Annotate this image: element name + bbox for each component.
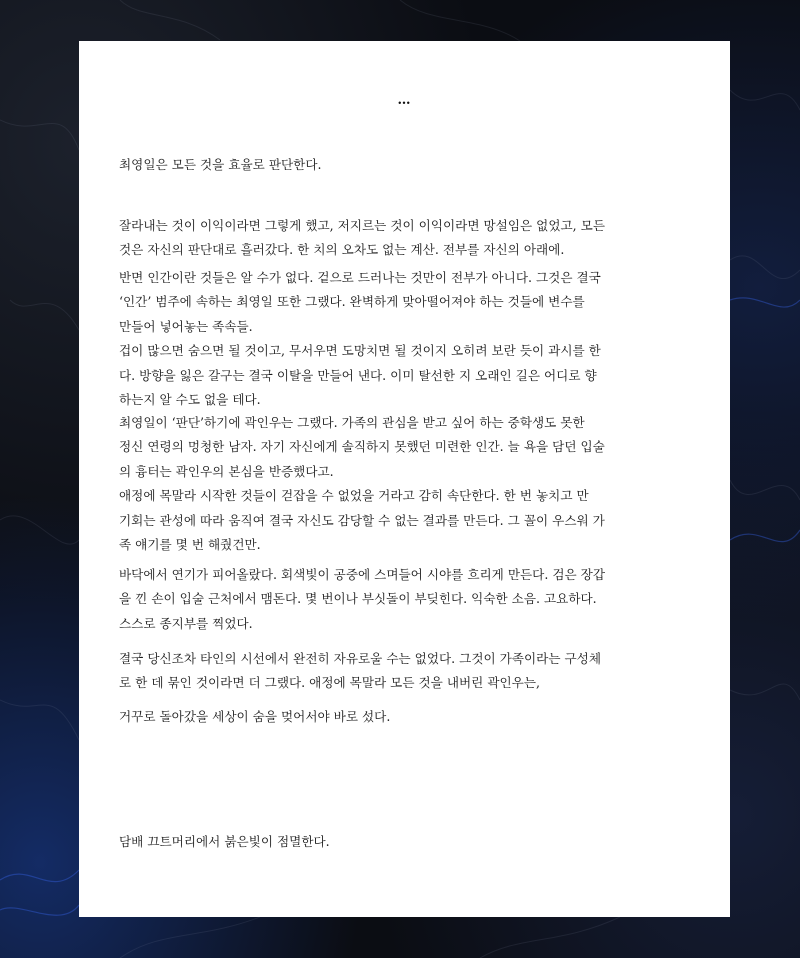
paragraph-8: [119, 830, 692, 854]
text-line: 잘라내는 것이 이익이라면 그렇게 했고, 저지르는 것이 이익이라면 망설임은 없었고, 모든: [119, 218, 605, 233]
text-line: 다. 방향을 잃은 갈구는 결국 이탈을 만들어 낸다. 이미 탈선한 지 오래인 길은 어디로 향: [119, 367, 597, 383]
text-line: 반면 인간이란 것들은 알 수가 없다. 겉으로 드러나는 것만이 전부가 아니다. 그것은 결국: [119, 270, 601, 285]
text-line: 결국 당신조차 타인의 시선에서 완전히 자유로울 수는 없었다. 그것이 가족이라는 구성체: [119, 651, 601, 666]
text-line: 최영일은 모든 것을 효율로 판단한다.: [119, 157, 322, 172]
paragraph-4: [119, 411, 692, 557]
text-line: 족 얘기를 몇 번 해줬건만.: [119, 537, 261, 553]
text-line: ‘인간’ 범주에 속하는 최영일 또한 그랬다. 완벽하게 맞아떨어져야 하는 것들에 변수를: [119, 294, 585, 310]
text-line: 정신 연령의 멍청한 남자. 자기 자신에게 솔직하지 못했던 미련한 인간. 늘 욕을 담던 입술: [119, 439, 605, 455]
text-line: 것은 자신의 판단대로 흘러갔다. 한 치의 오차도 없는 계산. 전부를 자신의 아래에.: [119, 242, 565, 258]
paragraph-7: [119, 705, 692, 729]
scene-break-ellipsis: …: [397, 93, 412, 108]
text-line: 만들어 넣어놓는 족속들.: [119, 318, 253, 334]
document-page: [79, 41, 730, 917]
text-line: 겁이 많으면 숨으면 될 것이고, 무서우면 도망치면 될 것이지 오히려 보란 듯이 과시를 한: [119, 343, 601, 359]
text-line: 하는지 알 수도 없을 테다.: [119, 392, 261, 408]
text-line: 바닥에서 연기가 피어올랐다. 회색빛이 공중에 스며들어 시야를 흐리게 만든다. 검은 장갑: [119, 567, 605, 582]
text-line: 을 낀 손이 입술 근처에서 맴돈다. 몇 번이나 부싯돌이 부딪힌다. 익숙한 소음. 고요하다.: [119, 591, 597, 607]
paragraph-5: [119, 563, 692, 636]
paragraph-3: [119, 266, 692, 412]
text-line: 로 한 데 묶인 것이라면 더 그랬다. 애정에 목말라 모든 것을 내버린 곽인우는,: [119, 675, 541, 691]
text-line: 담배 끄트머리에서 붉은빛이 점멸한다.: [119, 834, 330, 849]
paragraph-2: [119, 214, 692, 263]
paragraph-6: [119, 647, 692, 696]
paragraph-1: [119, 153, 692, 177]
text-line: 의 흉터는 곽인우의 본심을 반증했다고.: [119, 463, 334, 479]
text-line: 애정에 목말라 시작한 것들이 걷잡을 수 없었을 거라고 감히 속단한다. 한 번 놓치고 만: [119, 488, 589, 504]
text-line: 스스로 종지부를 찍었다.: [119, 615, 253, 631]
text-line: 최영일이 ‘판단’하기에 곽인우는 그랬다. 가족의 관심을 받고 싶어 하는 중학생도 못한: [119, 415, 585, 430]
text-line: 기회는 관성에 따라 움직여 결국 자신도 감당할 수 없는 결과를 만든다. 그 꼴이 우스워 가: [119, 512, 605, 528]
text-line: 거꾸로 돌아갔을 세상이 숨을 멎어서야 바로 섰다.: [119, 709, 391, 724]
